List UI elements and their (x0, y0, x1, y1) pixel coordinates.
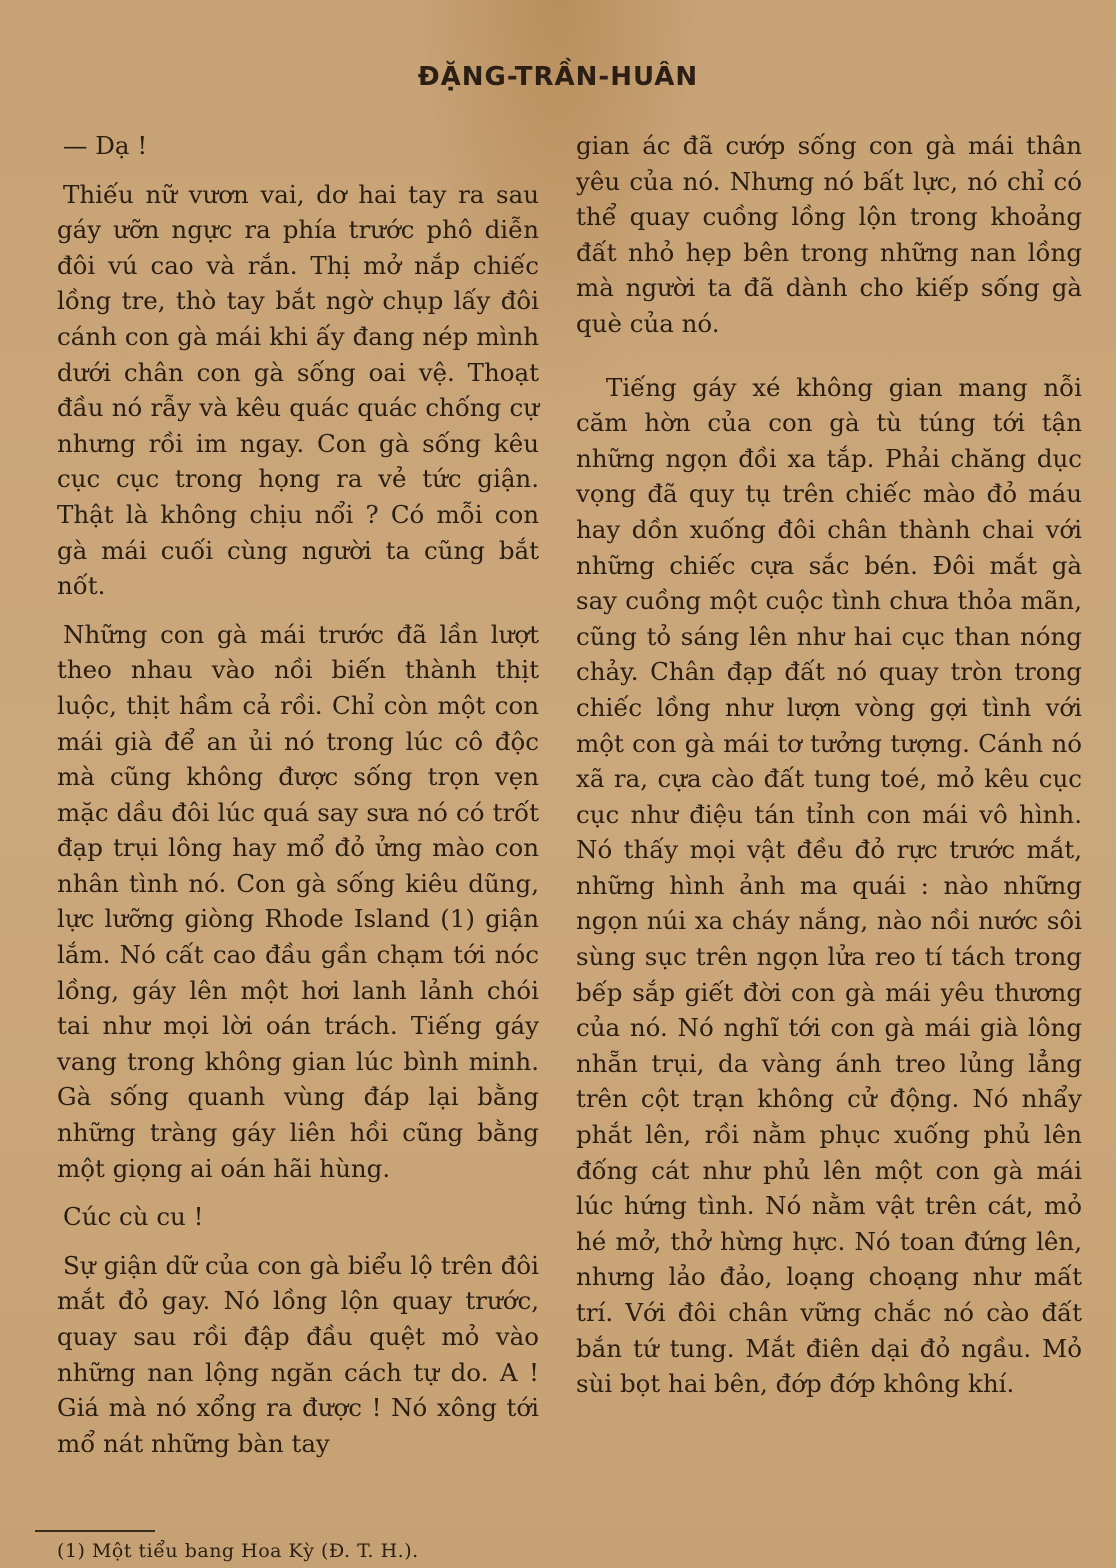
paragraph: Thiếu nữ vươn vai, dơ hai tay ra sau gáy ưỡn ngực ra phía trước phô diễn đôi vú cao và rắn. Thị mở nắp chiếc lồng tre, thò tay bắt ngờ chụp lấy đôi cánh con gà mái khi ấy đang nép mình dưới chân con gà sống oai vệ. Thoạt đầu nó rẫy và kêu quác quác chống cự nhưng rồi im ngay. Con gà sống kêu cục cục trong họng ra vẻ tức giận. Thật là không chịu nổi ? Có mỗi con gà mái cuối cùng người ta cũng bắt nốt. (57, 179, 539, 601)
paragraph: Sự giận dữ của con gà biểu lộ trên đôi mắt đỏ gay. Nó lồng lộn quay trước, quay sau rồi đập đầu quệt mỏ vào những nan lộng ngăn cách tự do. A ! Giá mà nó xổng ra được ! Nó xông tới mổ nát những bàn tay (57, 1250, 539, 1458)
right-column (576, 128, 1082, 1430)
footnote-divider (35, 1530, 155, 1532)
paragraph-cuc-cu-cu: Cúc cù cu ! (63, 1202, 204, 1232)
paragraph-continued: gian ác đã cướp sống con gà mái thân yêu của nó. Nhưng nó bất lực, nó chỉ có thể quay cuồng lồng lộn trong khoảng đất nhỏ hẹp bên trong những nan lồng mà người ta đã dành cho kiếp sống gà què của nó. (576, 131, 1082, 338)
page-header: ĐẶNG-TRẦN-HUÂN (417, 62, 699, 92)
paragraph: Những con gà mái trước đã lần lượt theo nhau vào nồi biến thành thịt luộc, thịt hầm cả rồi. Chỉ còn một con mái già để an ủi nó trong lúc cô độc mà cũng không được sống trọn vẹn mặc dầu đôi lúc quá say sưa nó có trốt đạp trụi lông hay mổ đỏ ửng mào con nhân tình nó. Con gà sống kiêu dũng, lực lưỡng giòng Rhode Island (1) giận lắm. Nó cất cao đầu gần chạm tới nóc lồng, gáy lên một hơi lanh lảnh chói tai như mọi lời oán trách. Tiếng gáy vang trong không gian lúc bình minh. Gà sống quanh vùng đáp lại bằng những tràng gáy liên hồi cũng bằng một giọng ai oán hãi hùng. (57, 619, 539, 1183)
footnote: (1) Một tiểu bang Hoa Kỳ (Đ. T. H.). (57, 1540, 419, 1562)
paragraph-dialog-da: — Dạ ! (63, 131, 148, 160)
left-column (57, 128, 539, 1474)
paragraph: Tiếng gáy xé không gian mang nỗi căm hờn của con gà tù túng tới tận những ngọn đồi xa tắp. Phải chăng dục vọng đã quy tụ trên chiếc mào đỏ máu hay dồn xuống đôi chân thành chai với những chiếc cựa sắc bén. Đôi mắt gà say cuồng một cuộc tình chưa thỏa mãn, cũng tỏ sáng lên như hai cục than nóng chảy. Chân đạp đất nó quay tròn trong chiếc lồng như lượn vòng gợi tình với một con gà mái tơ tưởng tượng. Cánh nó xã ra, cựa cào đất tung toé, mỏ kêu cục cục như điệu tán tỉnh con mái vô hình. Nó thấy mọi vật đều đỏ rực trước mắt, những hình ảnh ma quái : nào những ngọn núi xa cháy nắng, nào nồi nước sôi sùng sục trên ngọn lửa reo tí tách trong bếp sắp giết đời con gà mái yêu thương của nó. Nó nghĩ tới con gà mái già lông nhẵn trụi, da vàng ánh treo lủng lẳng trên cột trạn không cử động. Nó nhẩy phắt lên, rồi nằm phục xuống phủ lên đống cát như phủ lên một con gà mái lúc hứng tình. Nó nằm vật trên cát, mỏ hé mở, thở hừng hực. Nó toan đứng lên, nhưng lảo đảo, loạng choạng như mất trí. Với đôi chân vững chắc nó cào đất bắn tứ tung. Mắt điên dại đỏ ngầu. Mỏ sùi bọt hai bên, đớp đớp không khí. (576, 372, 1082, 1399)
